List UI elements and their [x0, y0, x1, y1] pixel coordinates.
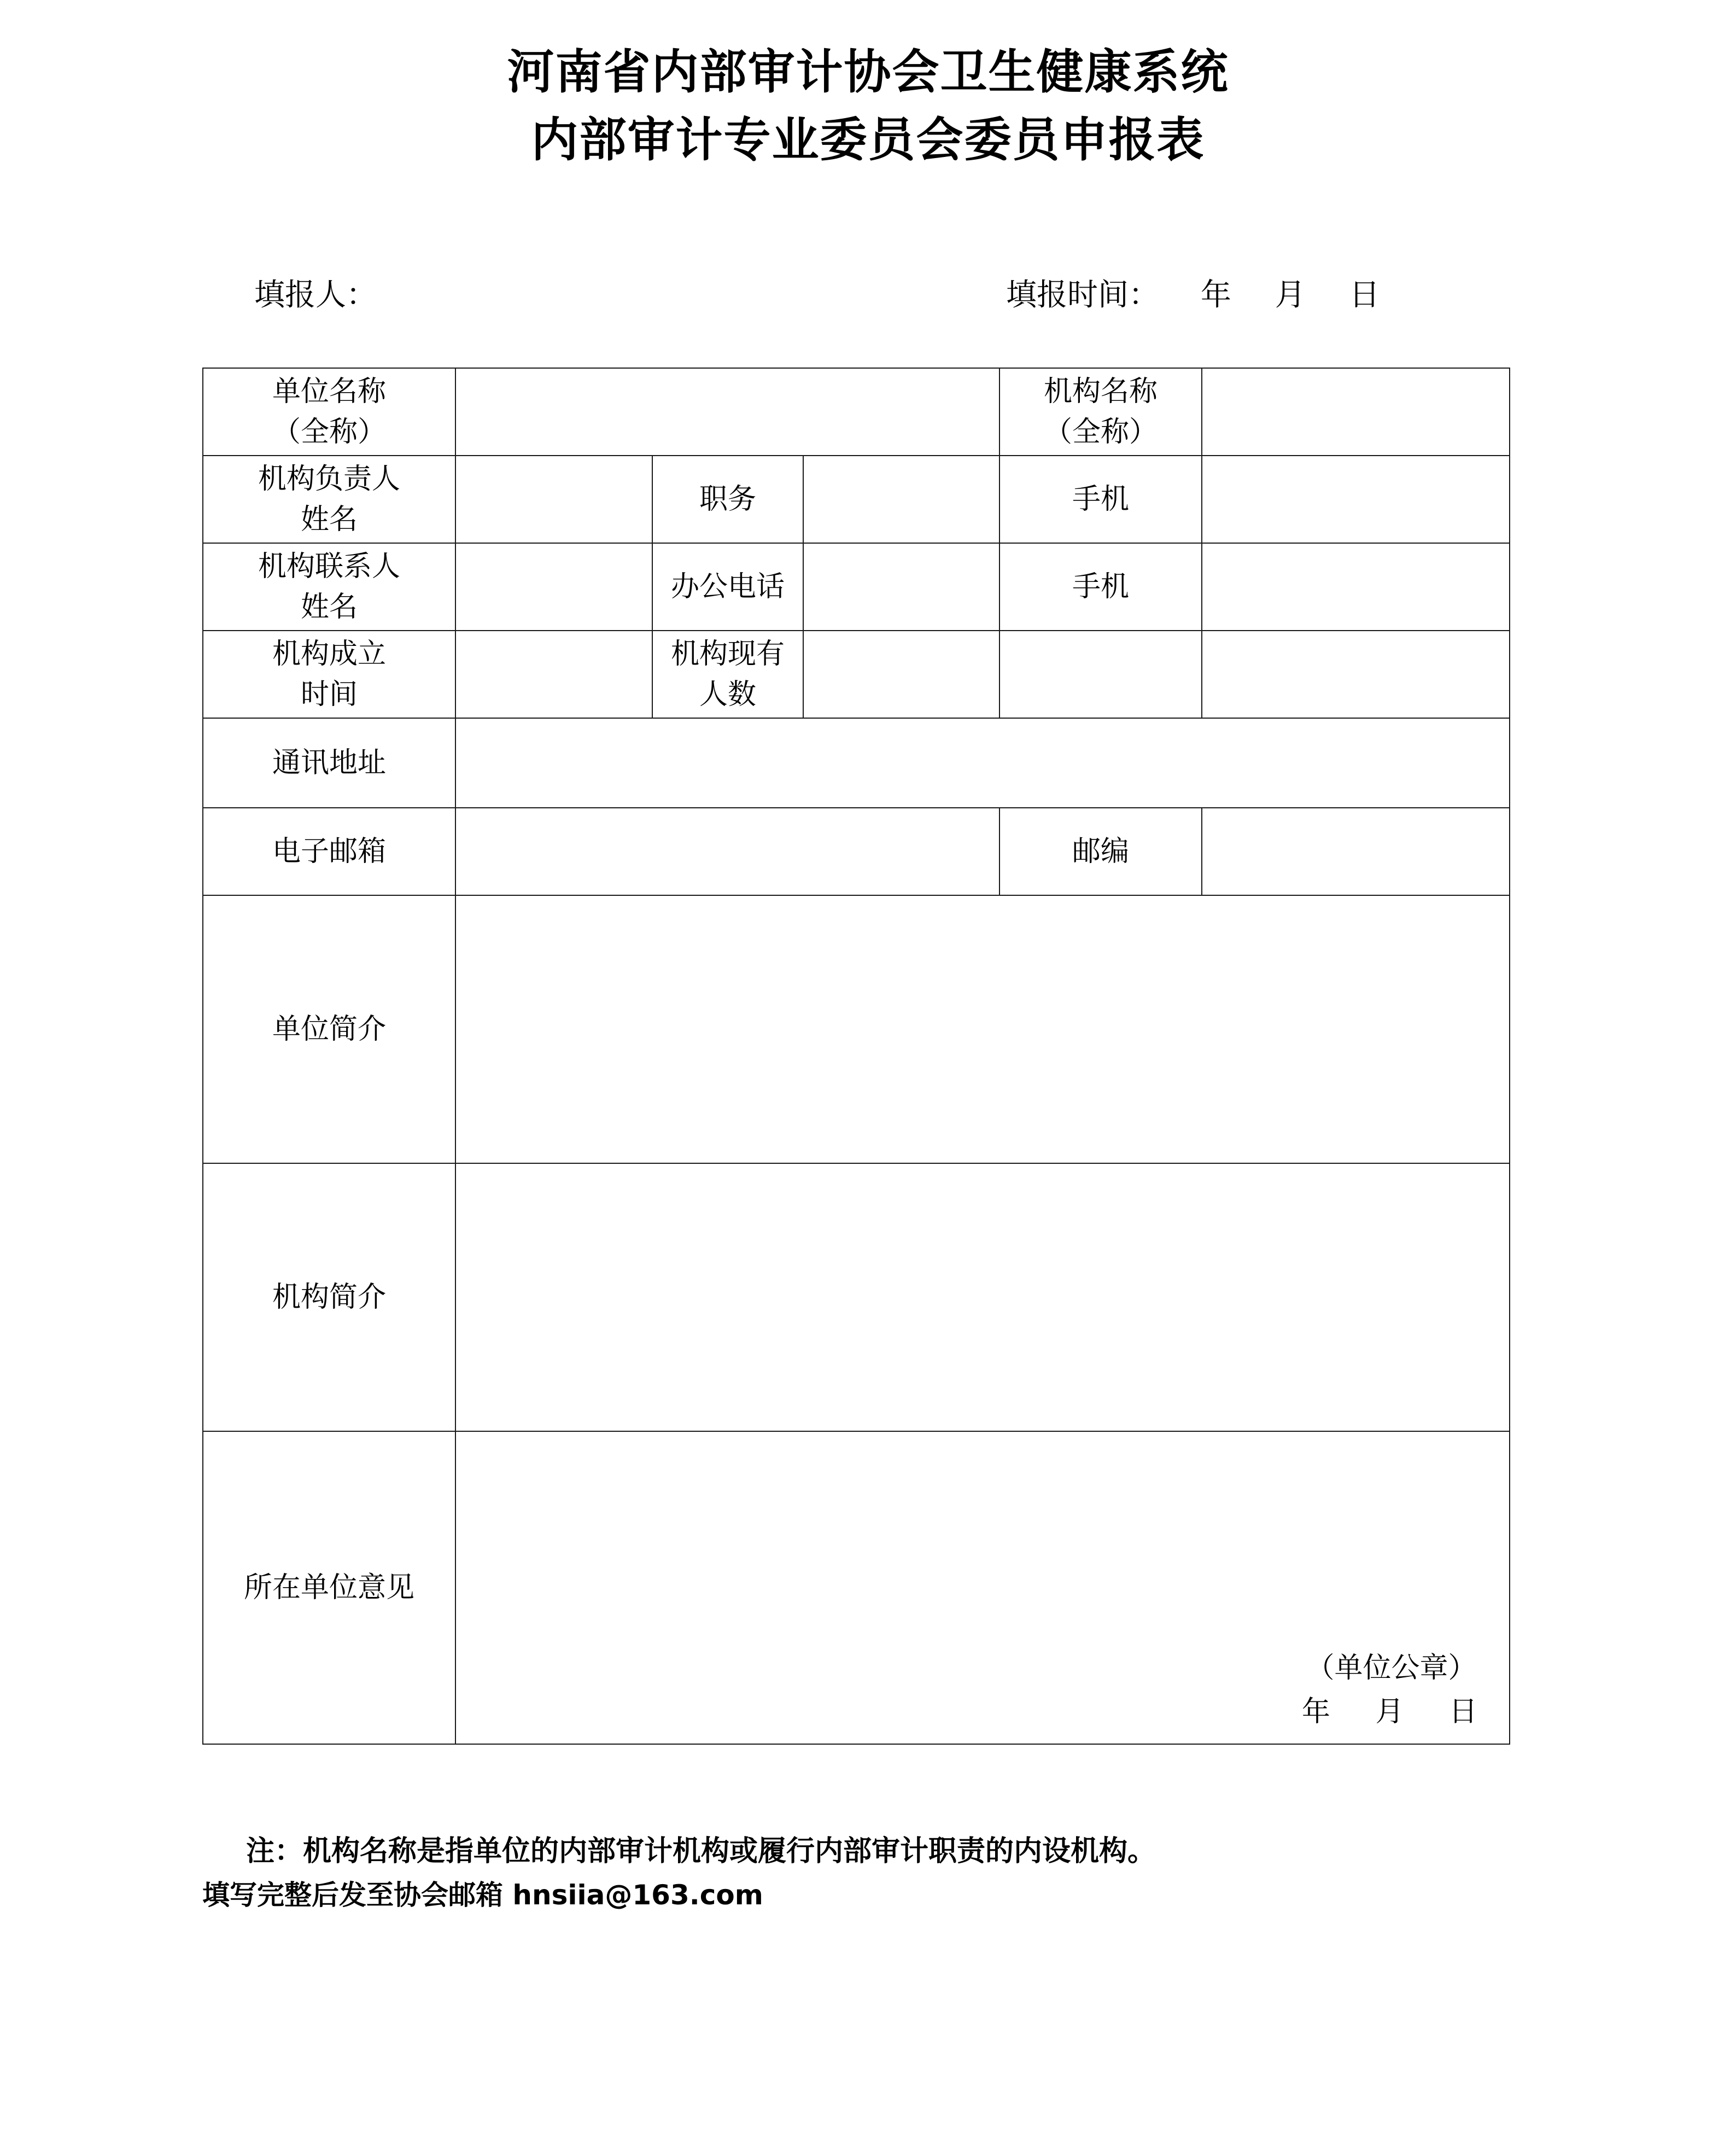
seal-and-date-block — [1302, 1646, 1481, 1734]
employer-opinion-area[interactable] — [455, 1431, 1510, 1744]
contact-mobile-input[interactable] — [1202, 543, 1510, 631]
established-spare-cell-2[interactable] — [1202, 631, 1510, 718]
mailing-address-label: 通讯地址 — [203, 718, 455, 808]
established-date-input[interactable] — [455, 631, 652, 718]
email-input[interactable] — [455, 808, 999, 895]
org-name-label: 机构名称 （全称） — [999, 368, 1202, 456]
org-name-input[interactable] — [1202, 368, 1510, 456]
table-row — [203, 718, 1510, 808]
table-row — [203, 368, 1510, 456]
contact-name-label: 机构联系人 姓名 — [203, 543, 455, 631]
contact-name-input[interactable] — [455, 543, 652, 631]
year-unit: 年 — [1200, 277, 1231, 313]
unit-name-label: 单位名称 （全称） — [203, 368, 455, 456]
head-position-label: 职务 — [652, 456, 803, 543]
contact-office-phone-label: 办公电话 — [652, 543, 803, 631]
unit-name-input[interactable] — [455, 368, 999, 456]
title-line-1: 河南省内部审计协会卫生健康系统 — [507, 44, 1229, 100]
head-name-input[interactable] — [455, 456, 652, 543]
org-intro-label: 机构简介 — [203, 1163, 455, 1431]
established-date-label: 机构成立 时间 — [203, 631, 455, 718]
established-spare-cell-1[interactable] — [999, 631, 1202, 718]
day-unit: 日 — [1349, 277, 1380, 313]
mailing-address-input[interactable] — [455, 718, 1510, 808]
report-date-units — [1201, 277, 1380, 313]
table-row — [203, 631, 1510, 718]
page-title — [0, 38, 1736, 174]
head-mobile-input[interactable] — [1202, 456, 1510, 543]
title-line-2: 内部审计专业委员会委员申报表 — [531, 112, 1205, 167]
employer-opinion-label: 所在单位意见 — [203, 1431, 455, 1744]
official-seal-note: （单位公章） — [1306, 1652, 1477, 1684]
head-position-input[interactable] — [803, 456, 999, 543]
head-name-label: 机构负责人 姓名 — [203, 456, 455, 543]
table-row — [203, 456, 1510, 543]
application-form-table — [202, 368, 1510, 1745]
reporter-label: 填报人： — [254, 277, 377, 313]
note-submission-prefix: 填写完整后发至协会邮箱 — [202, 1879, 513, 1911]
headcount-input[interactable] — [803, 631, 999, 718]
table-row — [203, 543, 1510, 631]
headcount-label: 机构现有 人数 — [652, 631, 803, 718]
table-row — [203, 1431, 1510, 1744]
email-label: 电子邮箱 — [203, 808, 455, 895]
contact-mobile-label: 手机 — [999, 543, 1202, 631]
meta-row — [0, 276, 1736, 314]
month-unit: 月 — [1275, 277, 1306, 313]
note-submission — [202, 1873, 1569, 1917]
head-mobile-label: 手机 — [999, 456, 1202, 543]
reporter-field[interactable] — [254, 276, 377, 314]
report-date-label: 填报时间： — [1006, 277, 1159, 313]
association-email: hnsiia@163.com — [512, 1879, 763, 1911]
note-definition: 注：机构名称是指单位的内部审计机构或履行内部审计职责的内设机构。 — [246, 1835, 1156, 1868]
postcode-label: 邮编 — [999, 808, 1202, 895]
table-row — [203, 808, 1510, 895]
table-row — [203, 895, 1510, 1163]
contact-office-phone-input[interactable] — [803, 543, 999, 631]
month-unit: 月 — [1375, 1695, 1404, 1728]
org-intro-textarea[interactable] — [455, 1163, 1510, 1431]
unit-intro-textarea[interactable] — [455, 895, 1510, 1163]
year-unit: 年 — [1301, 1695, 1330, 1728]
table-row — [203, 1163, 1510, 1431]
footer-notes — [202, 1829, 1569, 1917]
day-unit: 日 — [1449, 1695, 1478, 1728]
unit-intro-label: 单位简介 — [203, 895, 455, 1163]
postcode-input[interactable] — [1202, 808, 1510, 895]
opinion-date-units — [1302, 1690, 1481, 1734]
report-date-field[interactable] — [1006, 276, 1380, 314]
